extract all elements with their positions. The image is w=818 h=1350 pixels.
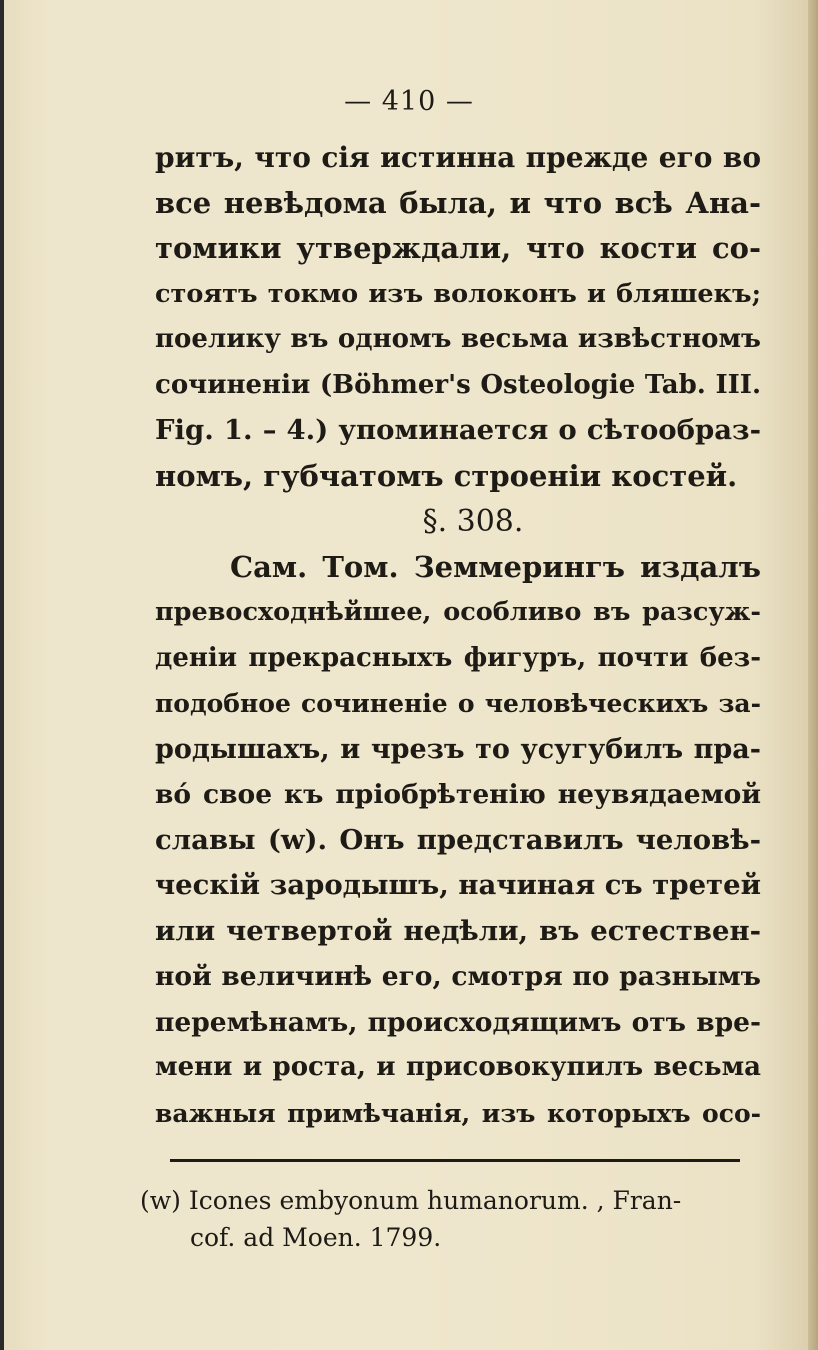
text-line: ческій зародышъ, начиная съ третей bbox=[155, 869, 761, 901]
text-line: ной величинѣ его, смотря по разнымъ bbox=[155, 961, 761, 992]
section-heading: §. 308. bbox=[422, 504, 524, 539]
text-line: славы (w). Онъ представилъ человѣ- bbox=[155, 823, 761, 856]
paragraph-first-line: Сам. Том. Земмерингъ издалъ bbox=[230, 549, 761, 584]
text-line: стоятъ токмо изъ волоконъ и бляшекъ; bbox=[155, 278, 761, 309]
footnote-line: cof. ad Moen. 1799. bbox=[190, 1223, 442, 1252]
footnote bbox=[140, 1182, 746, 1256]
text-line: вó свое къ пріобрѣтенію неувядаемой bbox=[155, 779, 761, 810]
footnote-line: (w) Icones embyonum humanorum. , Fran- bbox=[140, 1186, 682, 1215]
page-number: — 410 — bbox=[344, 86, 474, 117]
text-line: перемѣнамъ, происходящимъ отъ вре- bbox=[155, 1006, 761, 1038]
body-text bbox=[155, 135, 761, 1136]
text-line: Fig. 1. – 4.) упоминается о сѣтообраз- bbox=[155, 414, 761, 446]
text-line: поелику въ одномъ весьма извѣстномъ bbox=[155, 324, 761, 354]
page-edge-right bbox=[808, 0, 818, 1350]
text-line: родышахъ, и чрезъ то усугубилъ пра- bbox=[155, 733, 761, 765]
text-line: или четвертой недѣли, въ естествен- bbox=[155, 914, 761, 947]
text-line: мени и роста, и присовокупилъ весьма bbox=[155, 1052, 761, 1082]
text-line: важныя примѣчанія, изъ которыхъ осо- bbox=[155, 1098, 761, 1128]
text-line: ритъ, что сія истинна прежде его во bbox=[155, 141, 761, 174]
text-line: сочиненіи (Böhmer's Osteologie Tab. III. bbox=[155, 369, 761, 400]
text-line: томики утверждали, что кости со- bbox=[155, 231, 761, 265]
text-line: деніи прекрасныхъ фигуръ, почти без- bbox=[155, 642, 761, 673]
text-line: подобное сочиненіе о человѣческихъ за- bbox=[155, 689, 761, 718]
scan-edge-left bbox=[0, 0, 4, 1350]
text-line: все невѣдома была, и что всѣ Ана- bbox=[155, 185, 761, 220]
text-line: превосходнѣйшее, особливо въ разсуж- bbox=[155, 597, 761, 627]
footnote-divider bbox=[170, 1159, 740, 1162]
text-line: номъ, губчатомъ строеніи костей. bbox=[155, 458, 738, 493]
